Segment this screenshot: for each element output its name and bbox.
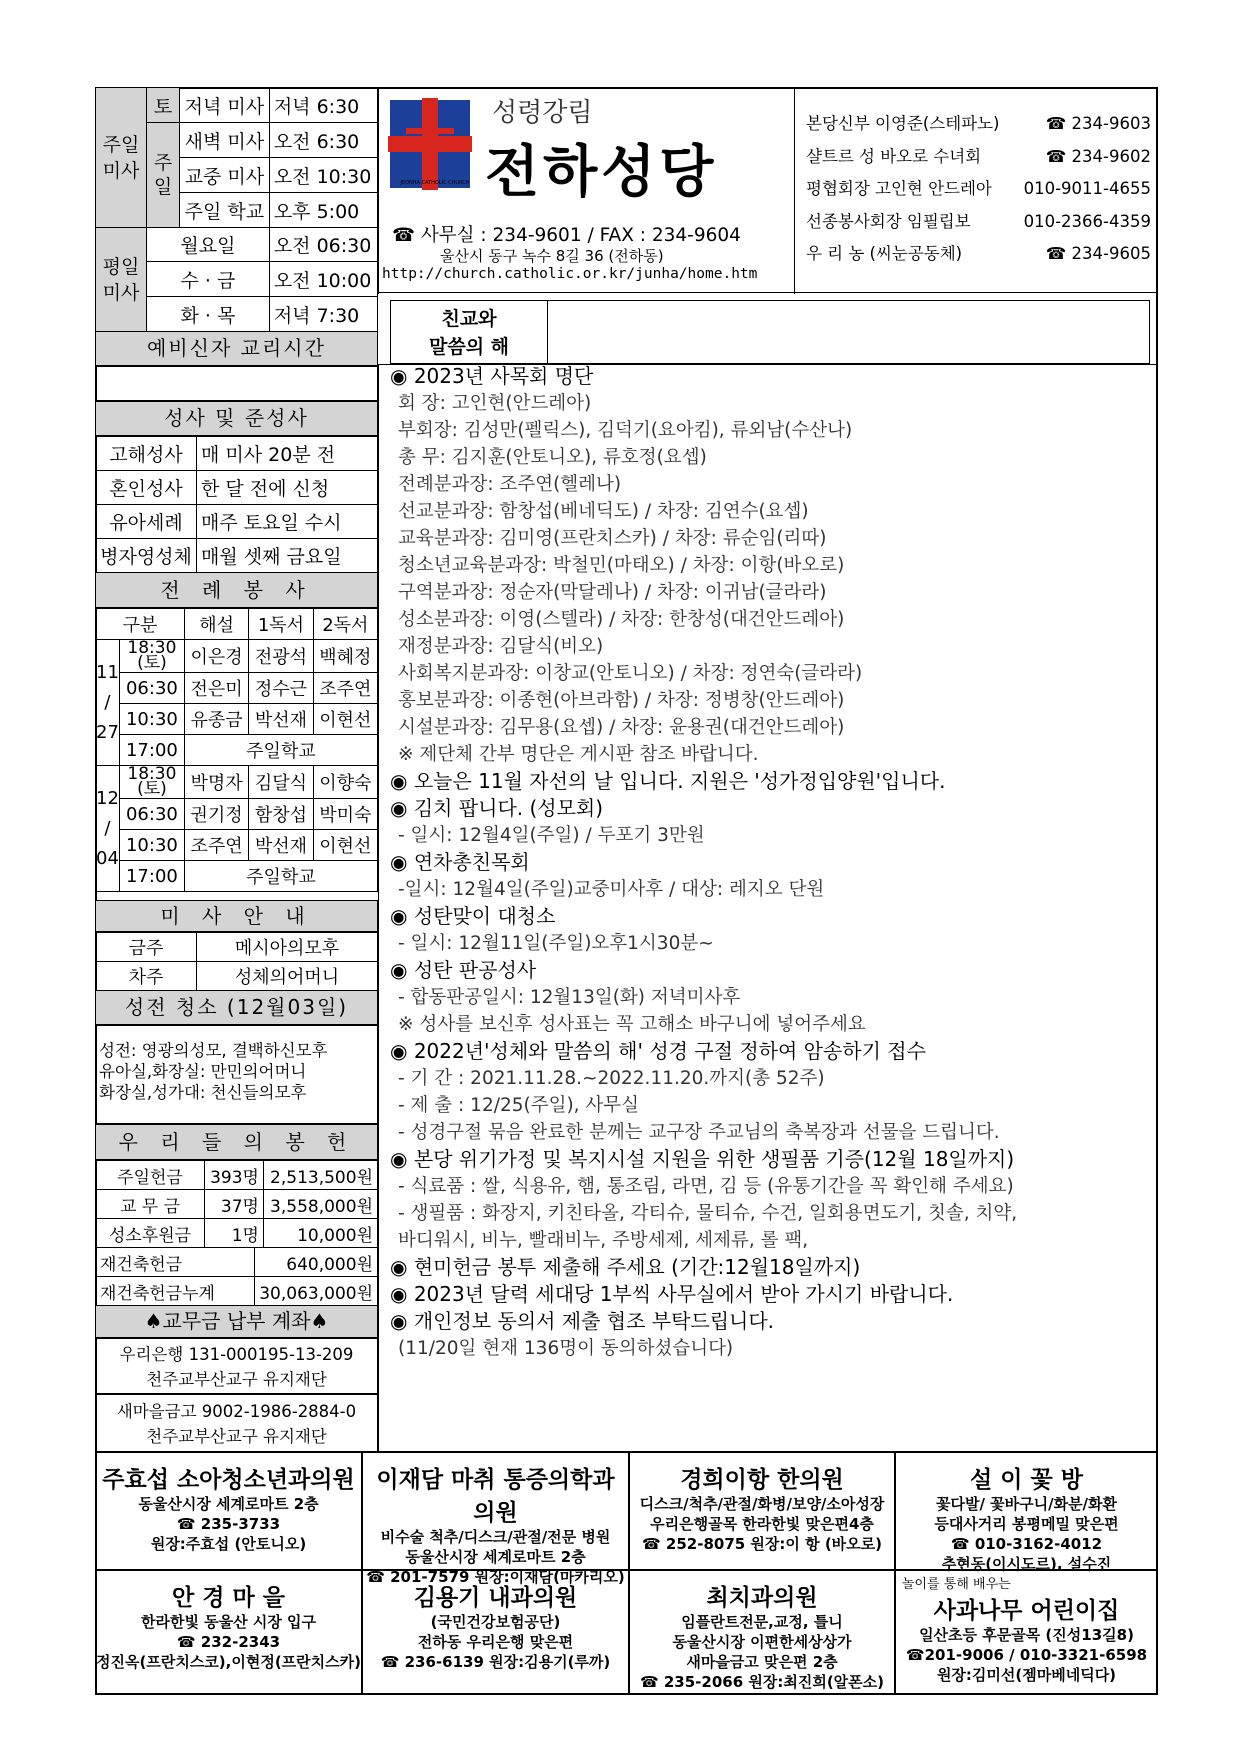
date-month: 12 <box>96 787 119 809</box>
liturgy-date <box>96 766 120 892</box>
sacrament-info: 매 미사 20분 전 <box>197 437 378 471</box>
saturday-mass-name: 저녁 미사 <box>180 88 270 123</box>
news-text: (11/20일 현재 136명이 동의하셨습니다) <box>398 1338 734 1359</box>
news-text: 2023년 달력 세대당 1부씩 사무실에서 받아 가시기 바랍니다. <box>413 1282 954 1306</box>
ad-line: 동울산시장 이편한세상상가 <box>672 1633 852 1651</box>
liturgy-cell: 정수근 <box>249 673 313 704</box>
liturgy-cell: 주일학교 <box>184 861 377 892</box>
offering-name: 교 무 금 <box>96 1190 205 1219</box>
news-heading <box>390 957 1158 984</box>
news-text: 재정분과장: 김달식(비오) <box>398 636 604 657</box>
offering-amount: 10,000원 <box>263 1219 377 1248</box>
bullet-icon: ◉ <box>390 769 414 793</box>
ad-box <box>362 1570 629 1695</box>
news-heading <box>390 1308 1158 1335</box>
contact-list <box>806 108 1151 271</box>
account-number: 새마을금고 9002-1986-2884-0 <box>116 1402 357 1421</box>
contact-phone: 010-9011-4655 <box>1023 179 1151 198</box>
liturgy-cell: 박미숙 <box>313 799 377 830</box>
ad-line: 한라한빛 동울산 시장 입구 <box>140 1613 317 1631</box>
liturgy-cell: 유종금 <box>184 704 248 735</box>
news-line <box>390 1200 1158 1227</box>
liturgy-time: 17:00 <box>119 861 184 892</box>
sacrament-name: 고해성사 <box>96 437 197 471</box>
news-line <box>390 1119 1158 1146</box>
news-text: 홍보분과장: 이종현(아브라함) / 차장: 정병창(안드레아) <box>398 690 845 711</box>
news-text: 시설분과장: 김무용(요셉) / 차장: 윤용권(대건안드레아) <box>398 717 845 738</box>
news-line <box>390 417 1158 444</box>
offering-name: 성소후원금 <box>96 1219 205 1248</box>
news-text: 총 무: 김지훈(안토니오), 류호정(요셉) <box>398 447 707 468</box>
mass-guide-week: 금주 <box>96 933 197 962</box>
ad-line: 임플란트전문,교정, 틀니 <box>681 1613 843 1631</box>
sacrament-info: 매주 토요일 수시 <box>197 505 378 539</box>
liturgy-cell: 전은미 <box>184 673 248 704</box>
weekday-mass-day: 화 · 목 <box>147 297 270 332</box>
liturgy-title: 전 례 봉 사 <box>95 572 378 608</box>
ad-title: 안 경 마 을 <box>172 1585 285 1611</box>
news-text: ※ 성사를 보신후 성사표는 꼭 고해소 바구니에 넣어주세요 <box>398 1014 866 1035</box>
offering-name: 재건축헌금누계 <box>96 1277 255 1306</box>
ad-title: 사과나무 어린이집 <box>933 1598 1120 1624</box>
weekday-mass-time: 오전 06:30 <box>269 228 377 262</box>
news-line <box>390 660 1158 687</box>
news-text: 김치 팝니다. (성모회) <box>413 796 604 820</box>
ad-tagline: 놀이를 통해 배우는 <box>902 1577 1011 1592</box>
offering-amount: 2,513,500원 <box>263 1161 377 1190</box>
offering-table-2 <box>95 1247 378 1306</box>
news-heading <box>390 849 1158 876</box>
cleaning-title: 성전 청소 (12월03일) <box>95 990 378 1025</box>
church-address: 울산시 동구 녹수 8길 36 (전하동) <box>440 247 664 265</box>
news-text: 개인정보 동의서 제출 협조 부탁드립니다. <box>413 1309 775 1333</box>
news-text: 2022년'성체와 말씀의 해' 성경 구절 정하여 암송하기 접수 <box>413 1039 926 1063</box>
contact-phone: ☎ 234-9605 <box>1045 244 1151 263</box>
liturgy-time: 10:30 <box>119 830 184 861</box>
news-text: - 생필품 : 화장지, 키친타올, 각티슈, 물티슈, 수건, 일회용면도기, 칫솔, 치약, <box>398 1203 1018 1224</box>
ad-title: 설 이 꽃 방 <box>970 1467 1083 1493</box>
news-line <box>390 984 1158 1011</box>
offering-count: 393명 <box>205 1161 264 1190</box>
news-heading <box>390 795 1158 822</box>
liturgy-cell: 조주연 <box>313 673 377 704</box>
liturgy-cell: 백혜정 <box>313 640 377 673</box>
ad-box <box>95 1452 362 1570</box>
news-text: 바디워시, 비누, 빨래비누, 주방세제, 세제류, 롤 팩, <box>398 1230 809 1251</box>
contact-name: 본당신부 이영준(스테파노) <box>806 114 1000 133</box>
news-line <box>390 687 1158 714</box>
news-line <box>390 444 1158 471</box>
sacrament-table <box>95 436 378 573</box>
sacrament-name: 병자영성체 <box>96 539 197 573</box>
news-line <box>390 714 1158 741</box>
sunday-mass-time: 오전 10:30 <box>269 158 377 193</box>
weekday-mass-day: 월요일 <box>147 228 270 262</box>
bullet-icon: ◉ <box>390 364 414 388</box>
news-heading <box>390 1281 1158 1308</box>
logo-caption: JEONHA CATHOLIC CHURCH <box>400 180 470 186</box>
news-text: 구역분과장: 정순자(막달레나) / 차장: 이귀남(글라라) <box>398 582 827 603</box>
ad-box <box>362 1452 629 1586</box>
ad-line: 정진옥(프란치스코),이현정(프란치스카) <box>96 1653 361 1671</box>
catechumen-time-box <box>95 366 378 401</box>
sacrament-name: 혼인성사 <box>96 471 197 505</box>
news-text: - 기 간 : 2021.11.28.~2022.11.20.까지(총 52주) <box>398 1068 825 1089</box>
liturgy-time: 06:30 <box>119 673 184 704</box>
ad-line: ☎ 235-3733 <box>176 1515 281 1533</box>
ad-title: 경희이항 한의원 <box>680 1467 844 1493</box>
ad-box <box>629 1570 895 1695</box>
ad-title: 이재담 마취 통증의학과 의원 <box>376 1467 615 1526</box>
news-line <box>390 1227 1158 1254</box>
ad-line: ☎ 010-3162-4012 <box>950 1535 1103 1553</box>
account-holder: 천주교부산교구 유지재단 <box>146 1427 327 1446</box>
news-heading <box>390 1038 1158 1065</box>
contact-row <box>806 206 1151 239</box>
date-slash: / <box>104 691 111 713</box>
account-number: 우리은행 131-000195-13-209 <box>119 1345 354 1364</box>
motto-line-2: 말씀의 해 <box>428 336 510 358</box>
catechumen-title: 예비신자 교리시간 <box>95 331 378 366</box>
date-slash: / <box>104 817 111 839</box>
office-phone: ☎ 사무실 : 234-9601 / FAX : 234-9604 <box>392 225 741 246</box>
ad-line: 동울산시장 세계로마트 2층 <box>405 1548 586 1566</box>
date-month: 11 <box>96 661 119 683</box>
liturgy-cell: 이향숙 <box>313 766 377 799</box>
news-text: - 일시: 12월11일(주일)오후1시30분~ <box>398 933 714 954</box>
liturgy-head: 해설 <box>184 609 248 640</box>
ad-line: 새마을금고 맞은편 2층 <box>686 1653 838 1671</box>
news-text: 2023년 사목회 명단 <box>413 364 594 388</box>
news-line <box>390 1011 1158 1038</box>
sacrament-name: 유아세례 <box>96 505 197 539</box>
liturgy-cell: 권기정 <box>184 799 248 830</box>
offering-amount: 30,063,000원 <box>255 1277 378 1306</box>
mass-guide-table <box>95 932 378 991</box>
bullet-icon: ◉ <box>390 1309 414 1333</box>
liturgy-time: 10:30 <box>119 704 184 735</box>
news-text: 연차총친목회 <box>413 850 530 874</box>
news-line <box>390 1092 1158 1119</box>
news-line <box>390 1065 1158 1092</box>
ad-line: 우리은행골목 한라한빛 맞은편4층 <box>650 1515 874 1533</box>
liturgy-head: 구분 <box>96 609 185 640</box>
contact-row <box>806 238 1151 271</box>
contact-name: 평협회장 고인현 안드레아 <box>806 179 992 198</box>
news-text: - 제 출 : 12/25(주일), 사무실 <box>398 1095 640 1116</box>
mass-schedule-table <box>95 87 378 332</box>
news-heading <box>390 1254 1158 1281</box>
news-text: 본당 위기가정 및 복지시설 지원을 위한 생필품 기증(12월 18일까지) <box>413 1147 1015 1171</box>
liturgy-cell: 박선재 <box>249 704 313 735</box>
contact-phone: ☎ 234-9602 <box>1045 146 1151 166</box>
saturday-label: 토 <box>147 88 180 123</box>
liturgy-time: 18:30 (토) <box>119 640 184 673</box>
news-text: 현미헌금 봉투 제출해 주세요 (기간:12월18일까지) <box>413 1255 861 1279</box>
ad-line: ☎201-9006 / 010-3321-6598 <box>905 1646 1148 1664</box>
contact-name: 샬트르 성 바오로 수녀회 <box>806 146 982 166</box>
liturgy-date <box>96 640 120 766</box>
weekday-mass-label: 평일 미사 <box>96 228 147 332</box>
offering-title: 우 리 들 의 봉 헌 <box>95 1124 378 1160</box>
ad-title: 주효섭 소아청소년과의원 <box>102 1467 355 1493</box>
news-text: 성탄맞이 대청소 <box>413 904 556 928</box>
cleaning-box <box>95 1025 378 1124</box>
cleaning-line: 유아실,화장실: 만민의어머니 <box>99 1062 307 1081</box>
header-divider <box>378 292 1158 293</box>
liturgy-cell: 주일학교 <box>184 735 377 766</box>
news-text: 선교분과장: 함창섭(베네딕도) / 차장: 김연수(요셉) <box>398 501 809 522</box>
news-text: 사회복지분과장: 이창교(안토니오) / 차장: 정연숙(글라라) <box>398 663 863 684</box>
bullet-icon: ◉ <box>390 1255 414 1279</box>
news-text: 성소분과장: 이영(스텔라) / 차장: 한창성(대건안드레아) <box>398 609 845 630</box>
mass-guide-group: 메시아의모후 <box>197 933 378 962</box>
offering-amount: 640,000원 <box>255 1248 378 1277</box>
ad-box <box>95 1570 362 1695</box>
ad-box <box>895 1452 1158 1573</box>
news-text: 청소년교육분과장: 박철민(마태오) / 차장: 이항(바오로) <box>398 555 845 576</box>
offering-name: 주일헌금 <box>96 1161 205 1190</box>
liturgy-cell: 이현선 <box>313 704 377 735</box>
motto-line-1: 친교와 <box>441 308 497 330</box>
ad-line: 동울산시장 세계로마트 2층 <box>138 1495 319 1513</box>
offering-count: 37명 <box>205 1190 264 1219</box>
liturgy-table <box>95 608 378 892</box>
ad-line: (국민건강보험공단) <box>430 1613 561 1631</box>
church-subtitle: 성령강림 <box>492 98 593 128</box>
news-text: 오늘은 11월 자선의 날 입니다. 지원은 '성가정입양원'입니다. <box>413 769 946 793</box>
mass-guide-week: 차주 <box>96 962 197 991</box>
news-line <box>390 471 1158 498</box>
cleaning-line: 성전: 영광의성모, 결백하신모후 <box>99 1041 328 1060</box>
liturgy-cell: 이현선 <box>313 830 377 861</box>
offering-amount: 3,558,000원 <box>263 1190 377 1219</box>
news-line <box>390 1173 1158 1200</box>
account-title: ♠교무금 납부 계좌♠ <box>95 1305 378 1338</box>
news-line <box>390 633 1158 660</box>
news-line <box>390 552 1158 579</box>
sunday-label: 주 일 <box>147 123 180 228</box>
news-line <box>390 390 1158 417</box>
mass-guide-title: 미 사 안 내 <box>95 900 378 932</box>
cleaning-line: 화장실,성가대: 천신들의모후 <box>99 1083 307 1102</box>
liturgy-cell: 박선재 <box>249 830 313 861</box>
news-list <box>390 363 1158 1362</box>
news-line <box>390 579 1158 606</box>
date-day: 04 <box>96 847 119 869</box>
news-text: 교육분과장: 김미영(프란치스카) / 차장: 류순임(리따) <box>398 528 827 549</box>
news-text: - 일시: 12월4일(주일) / 두포기 3만원 <box>398 825 705 846</box>
ad-line: 디스크/척추/관절/화병/보양/소아성장 <box>639 1495 885 1513</box>
liturgy-cell: 이은경 <box>184 640 248 673</box>
sunday-mass-name: 교중 미사 <box>180 158 270 193</box>
news-text: 부회장: 김성만(펠릭스), 김덕기(요아킴), 류외남(수산나) <box>398 420 853 441</box>
saturday-mass-time: 저녁 6:30 <box>269 88 377 123</box>
news-line <box>390 1335 1158 1362</box>
ad-box <box>629 1452 895 1570</box>
contact-name: 우 리 농 (씨눈공동체) <box>806 244 963 263</box>
offering-table <box>95 1160 378 1248</box>
liturgy-cell: 박명자 <box>184 766 248 799</box>
news-text: -일시: 12월4일(주일)교중미사후 / 대상: 레지오 단원 <box>398 879 825 900</box>
contact-row <box>806 141 1151 174</box>
contact-phone: 010-2366-4359 <box>1023 211 1151 231</box>
news-heading <box>390 363 1158 390</box>
news-text: 전례분과장: 조주연(헬레나) <box>398 474 622 495</box>
ad-line: ☎ 252-8075 원장:이 항 (바오로) <box>642 1535 882 1553</box>
sunday-mass-time: 오후 5:00 <box>269 193 377 228</box>
news-line <box>390 741 1158 768</box>
church-name: 전하성당 <box>485 139 718 205</box>
weekday-mass-time: 오전 10:00 <box>269 262 377 297</box>
church-url: http://church.catholic.or.kr/junha/home.htm <box>382 266 758 282</box>
news-heading <box>390 1146 1158 1173</box>
ad-line: 꽃다발/ 꽃바구니/화분/화환 <box>935 1495 1118 1513</box>
bullet-icon: ◉ <box>390 1282 414 1306</box>
liturgy-time: 17:00 <box>119 735 184 766</box>
ad-line: 전하동 우리은행 맞은편 <box>417 1633 574 1651</box>
motto-label-box <box>390 300 548 364</box>
account-box-2 <box>95 1394 378 1452</box>
weekend-mass-label: 주일 미사 <box>96 88 147 228</box>
contact-row <box>806 108 1151 141</box>
mass-guide-group: 성체의어머니 <box>197 962 378 991</box>
news-line <box>390 876 1158 903</box>
weekday-mass-day: 수 · 금 <box>147 262 270 297</box>
liturgy-time: 18:30 (토) <box>119 766 184 799</box>
news-line <box>390 498 1158 525</box>
liturgy-cell: 전광석 <box>249 640 313 673</box>
news-text: ※ 제단체 간부 명단은 게시판 참조 바랍니다. <box>398 744 759 765</box>
ad-line: ☎ 235-2066 원장:최진희(알폰소) <box>639 1673 885 1691</box>
sunday-mass-name: 주일 학교 <box>180 193 270 228</box>
liturgy-head: 1독서 <box>249 609 313 640</box>
news-heading <box>390 903 1158 930</box>
sunday-mass-time: 오전 6:30 <box>269 123 377 158</box>
ad-line: 등대사거리 봉평메밀 맞은편 <box>934 1515 1119 1533</box>
ad-title: 김용기 내과의원 <box>413 1585 578 1611</box>
bullet-icon: ◉ <box>390 850 414 874</box>
news-text: - 성경구절 묶음 완료한 분께는 교구장 주교님의 축복장과 선물을 드립니다. <box>398 1122 1000 1143</box>
liturgy-head: 2독서 <box>313 609 377 640</box>
ad-line: 원장:김미선(젬마베네딕다) <box>936 1666 1117 1684</box>
news-heading <box>390 768 1158 795</box>
bullet-icon: ◉ <box>390 1039 414 1063</box>
ad-line: 추현동(이시도르), 설수진 <box>941 1555 1112 1573</box>
liturgy-cell: 함창섭 <box>249 799 313 830</box>
sacrament-info: 매월 셋째 금요일 <box>197 539 378 573</box>
weekday-mass-time: 저녁 7:30 <box>269 297 377 332</box>
ad-box <box>895 1570 1158 1695</box>
contact-phone: ☎ 234-9603 <box>1045 114 1151 133</box>
account-holder: 천주교부산교구 유지재단 <box>146 1370 327 1389</box>
news-text: 성탄 판공성사 <box>413 958 537 982</box>
contact-row <box>806 173 1151 206</box>
ad-title: 최치과의원 <box>706 1585 818 1611</box>
news-line <box>390 930 1158 957</box>
bullet-icon: ◉ <box>390 958 414 982</box>
news-line <box>390 822 1158 849</box>
bullet-icon: ◉ <box>390 796 414 820</box>
news-text: 회 장: 고인현(안드레아) <box>398 393 592 414</box>
contact-name: 선종봉사회장 임필립보 <box>806 211 971 231</box>
date-day: 27 <box>96 721 119 743</box>
news-line <box>390 525 1158 552</box>
offering-name: 재건축헌금 <box>96 1248 255 1277</box>
news-text: - 식료품 : 쌀, 식용유, 햄, 통조림, 라면, 김 등 (유통기간을 꼭 확인해 주세요) <box>398 1176 1014 1197</box>
news-line <box>390 606 1158 633</box>
ad-line: 비수술 척추/디스크/관절/전문 병원 <box>380 1528 611 1546</box>
ad-line: ☎ 232-2343 <box>176 1633 281 1651</box>
sacrament-title: 성사 및 준성사 <box>95 401 378 436</box>
liturgy-cell: 김달식 <box>249 766 313 799</box>
liturgy-time: 06:30 <box>119 799 184 830</box>
offering-count: 1명 <box>205 1219 264 1248</box>
account-box-1 <box>95 1338 378 1394</box>
sacrament-info: 한 달 전에 신청 <box>197 471 378 505</box>
ad-line: ☎ 236-6139 원장:김용기(루까) <box>380 1653 611 1671</box>
news-text: - 합동판공일시: 12월13일(화) 저녁미사후 <box>398 987 741 1008</box>
bullet-icon: ◉ <box>390 1147 414 1171</box>
ad-line: 일산초등 후문골목 (진성13길8) <box>919 1626 1134 1644</box>
bullet-icon: ◉ <box>390 904 414 928</box>
sunday-mass-name: 새벽 미사 <box>180 123 270 158</box>
liturgy-cell: 조주연 <box>184 830 248 861</box>
ad-line: ☎ 201-7579 원장:이재담(마카리오) <box>366 1568 625 1586</box>
ad-line: 원장:주효섭 (안토니오) <box>150 1535 307 1553</box>
